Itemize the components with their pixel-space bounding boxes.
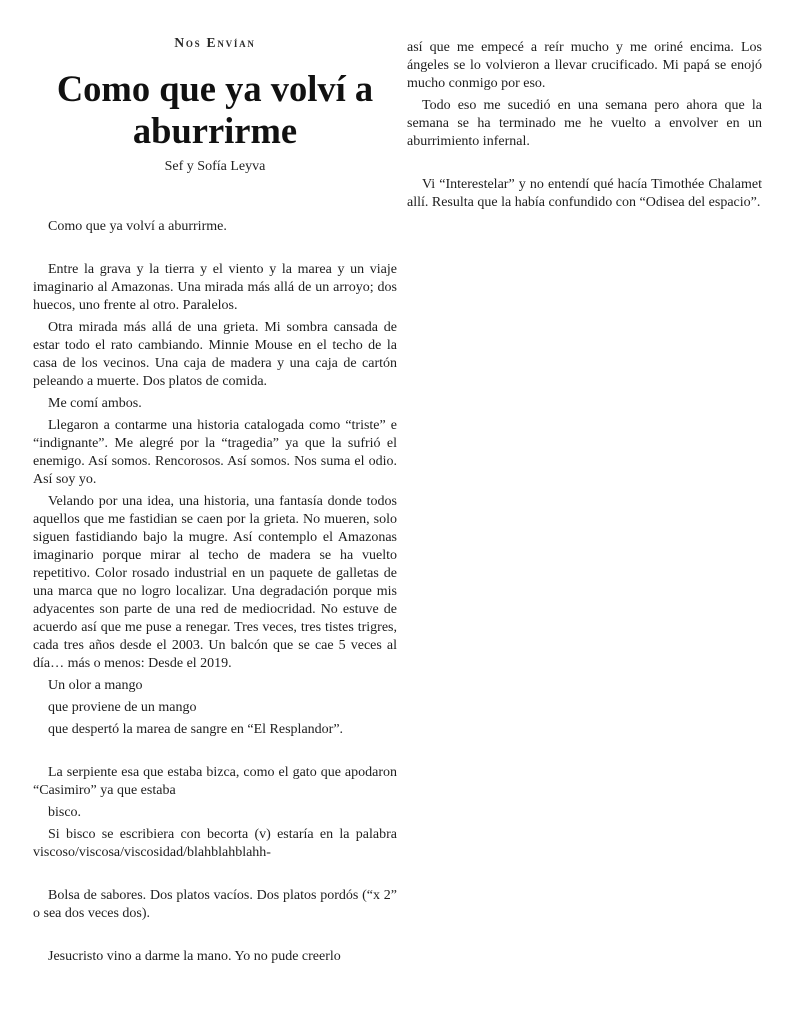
article-byline: Sef y Sofía Leyva: [164, 159, 266, 174]
paragraph: Llegaron a contarme una historia catalogada como “triste” e “indignante”. Me alegré por la “tragedia” ya que la sufrió el enemigo. Así somos. Rencorosos. Así somos. Nos suma el odio. Así soy yo.: [33, 418, 397, 487]
article-title: Como que ya volví a aburrirme: [56, 68, 374, 151]
paragraph: que proviene de un mango: [48, 700, 197, 715]
right-column-text: [407, 39, 762, 212]
left-column: [33, 35, 397, 966]
paragraph: Jesucristo vino a darme la mano. Yo no pude creerlo: [48, 949, 341, 964]
paragraph: que despertó la marea de sangre en “El Resplandor”.: [48, 722, 344, 737]
paragraph: Si bisco se escribiera con becorta (v) estaría en la palabra viscoso/viscosa/viscosidad/blahblahblahh-: [33, 827, 397, 860]
right-column: [407, 35, 762, 212]
paragraph: bisco.: [48, 805, 82, 820]
paragraph: Otra mirada más allá de una grieta. Mi sombra cansada de estar todo el rato cambiando. Minnie Mouse en el techo de la casa de los vecinos. Una caja de madera y una caja de cartón peleando a muerte. Dos platos de comida.: [33, 320, 397, 389]
paragraph: Un olor a mango: [48, 678, 143, 693]
paragraph: Vi “Interestelar” y no entendí qué hacía Timothée Chalamet allí. Resulta que la había confundido con “Odisea del espacio”.: [407, 177, 762, 210]
paragraph: Velando por una idea, una historia, una fantasía donde todos aquellos que me fastidian se caen por la grieta. No mueren, solo siguen fastidiando bajo la mugre. Así contemplo el Amazonas imaginario porque mirar al techo de madera se ha vuelto repetitivo. Color rosado industrial en un paquete de galletas de una marca que no logro localizar. Una degradación porque mis adyacentes son parte de una red de mediocridad. No estuve de acuerdo así que me puse a renegar. Tres veces, tres tistes trigres, cada tres años desde el 2003. Un balcón que se cae 5 veces al día… más o menos: Desde el 2019.: [33, 494, 397, 671]
paragraph: Todo eso me sucedió en una semana pero ahora que la semana se ha terminado me he vuelto a envolver en un aburrimiento infernal.: [407, 98, 762, 149]
paragraph: así que me empecé a reír mucho y me oriné encima. Los ángeles se lo volvieron a llevar crucificado. Mi papá se enojó mucho conmigo por eso.: [407, 40, 762, 91]
article-header: [33, 35, 397, 176]
paragraph: Bolsa de sabores. Dos platos vacíos. Dos platos pordós (“x 2” o sea dos veces dos).: [33, 888, 397, 921]
left-column-text: [33, 218, 397, 966]
section-kicker: Nos Envían: [174, 35, 256, 50]
paragraph: La serpiente esa que estaba bizca, como el gato que apodaron “Casimiro” ya que estaba: [33, 765, 397, 798]
two-column-layout: [33, 35, 762, 966]
paragraph: Como que ya volví a aburrirme.: [48, 219, 227, 234]
paragraph: Entre la grava y la tierra y el viento y la marea y un viaje imaginario al Amazonas. Una mirada más allá de un arroyo; dos huecos, uno frente al otro. Paralelos.: [33, 262, 397, 313]
paragraph: Me comí ambos.: [48, 396, 142, 411]
